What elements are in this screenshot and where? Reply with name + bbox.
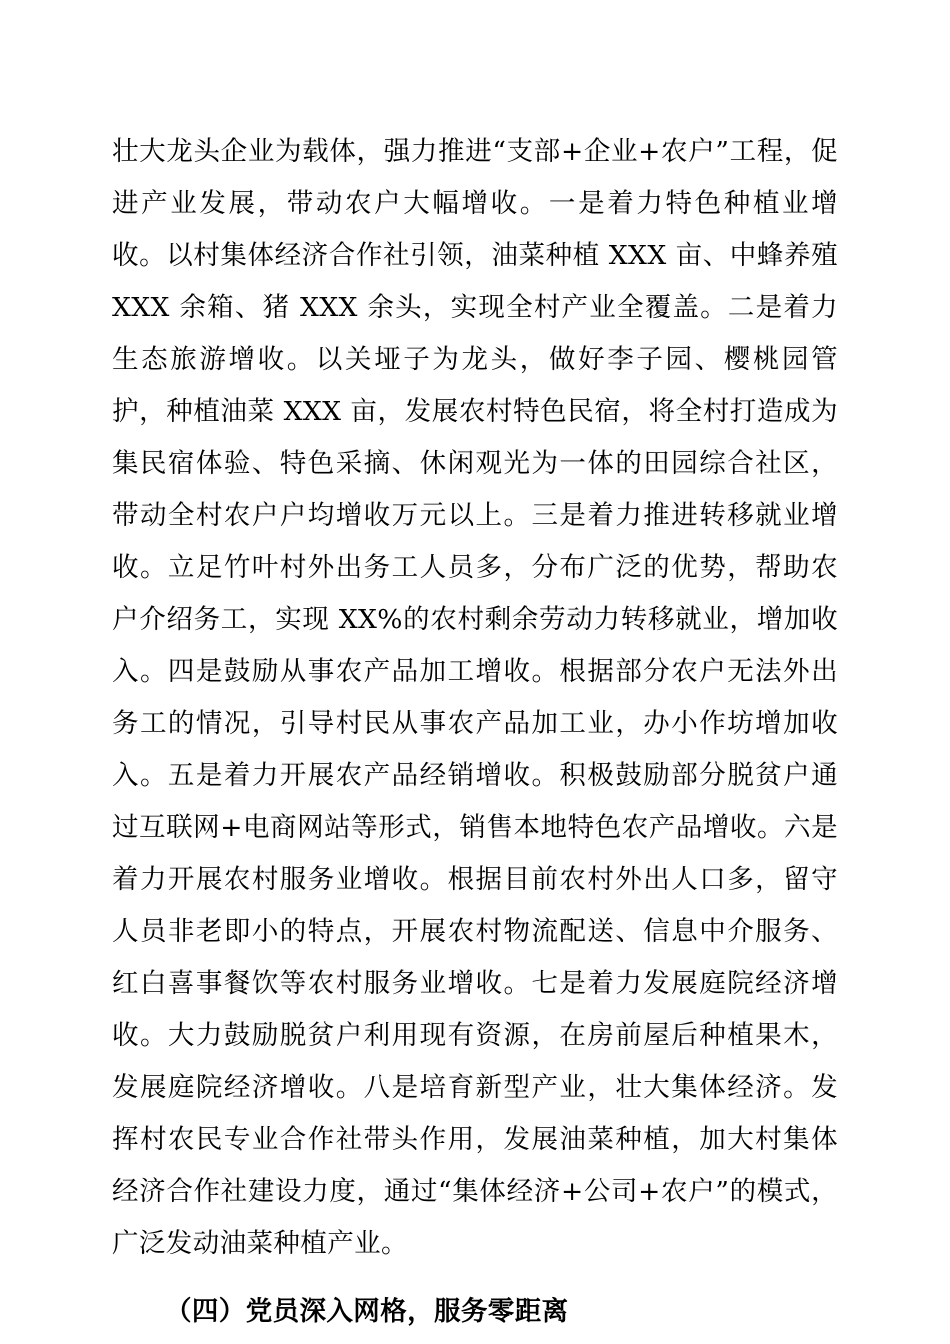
page-content (112, 126, 847, 1338)
body-paragraph: 壮大龙头企业为载体，强力推进“支部+企业+农户”工程，促进产业发展，带动农户大幅增收。一是着力特色种植业增收。以村集体经济合作社引领，油菜种植 XXX 亩、中蜂养殖 XXX 余箱、猪 XXX 余头，实现全村产业全覆盖。二是着力生态旅游增收。以关垭子为龙头，做好李子园、樱桃园管护，种植油菜 XXX 亩，发展农村特色民宿，将全村打造成为集民宿体验、特色采摘、休闲观光为一体的田园综合社区，带动全村农户户均增收万元以上。三是着力推进转移就业增收。立足竹叶村外出务工人员多，分布广泛的优势，帮助农户介绍务工，实现 XX%的农村剩余劳动力转移就业，增加收入。四是鼓励从事农产品加工增收。根据部分农户无法外出务工的情况，引导村民从事农产品加工业，办小作坊增加收入。五是着力开展农产品经销增收。积极鼓励部分脱贫户通过互联网+电商网站等形式，销售本地特色农产品增收。六是着力开展农村服务业增收。根据目前农村外出人口多，留守人员非老即小的特点，开展农村物流配送、信息中介服务、红白喜事餐饮等农村服务业增收。七是着力发展庭院经济增收。大力鼓励脱贫户利用现有资源，在房前屋后种植果木，发展庭院经济增收。八是培育新型产业，壮大集体经济。发挥村农民专业合作社带头作用，发展油菜种植，加大村集体经济合作社建设力度，通过“集体经济+公司+农户”的模式，广泛发动油菜种植产业。 (112, 136, 847, 1259)
section-heading: （四）党员深入网格，服务零距离 (165, 1296, 569, 1327)
